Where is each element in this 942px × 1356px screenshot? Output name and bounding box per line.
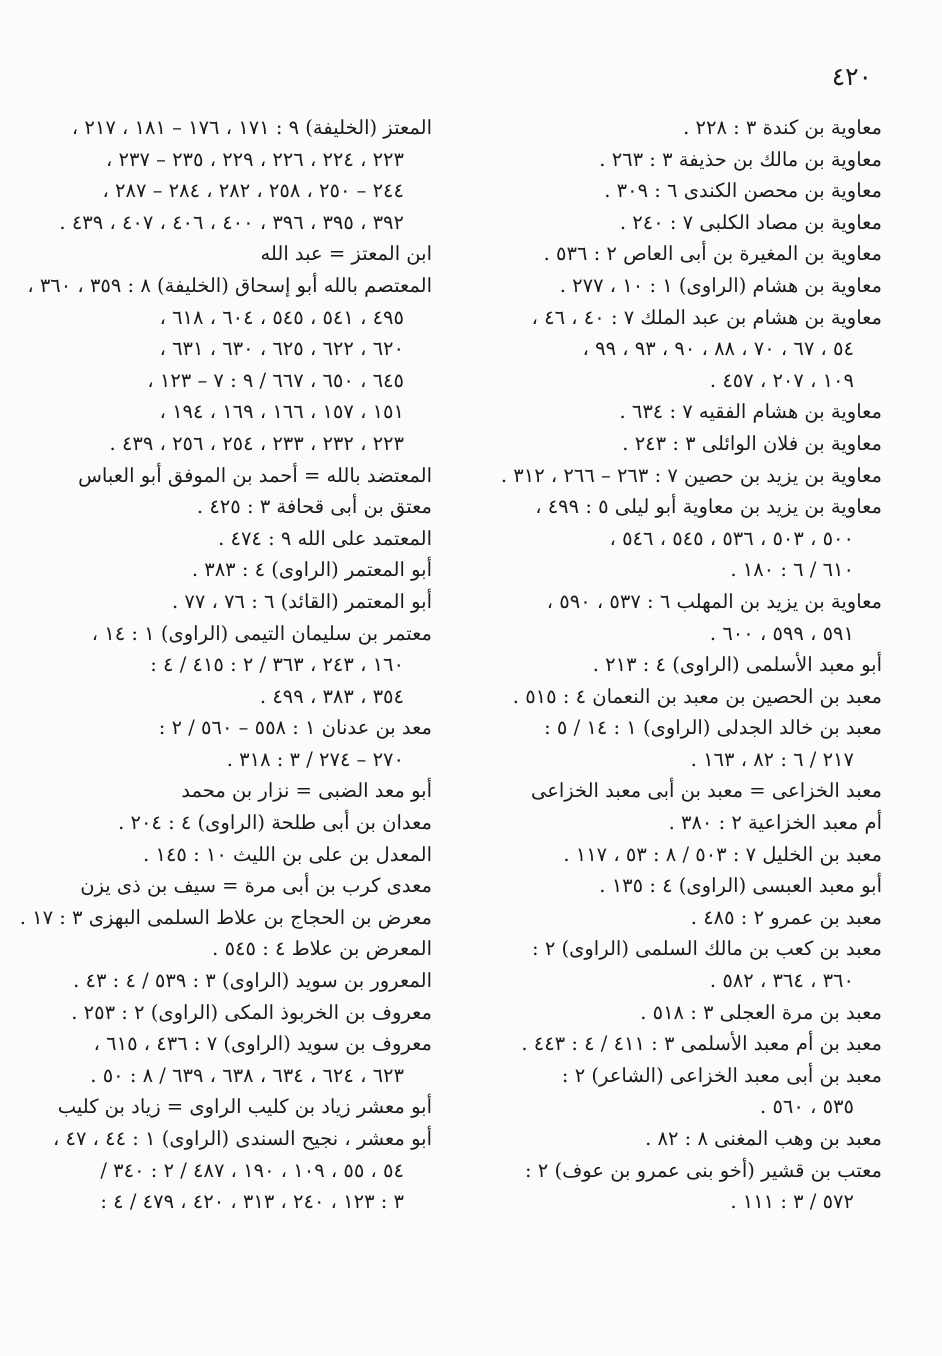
index-entry-continuation: ١٦٠ ، ٢٤٣ ، ٣٦٣ / ٢ : ٤١٥ / ٤ : [150, 653, 404, 677]
index-entry: ابن المعتز = عبد الله [260, 242, 432, 266]
index-entry: معبد بن وهب المغنى ٨ : ٨٢ . [645, 1127, 882, 1150]
index-entry-continuation: ٢١٧ / ٦ : ٨٢ ، ١٦٣ . [690, 747, 854, 771]
index-entry: معاوية بن كندة ٣ : ٢٢٨ . [683, 116, 882, 139]
index-entry: معبد بن خالد الجدلى (الراوى) ١ : ١٤ / ٥ : [544, 716, 882, 740]
index-entry-continuation: ٥٤ ، ٦٧ ، ٧٠ ، ٨٨ ، ٩٠ ، ٩٣ ، ٩٩ ، [582, 337, 854, 361]
index-entry: معدى كرب بن أبى مرة = سيف بن ذى يزن [80, 874, 432, 898]
index-entry: معروف بن سويد (الراوى) ٧ : ٤٣٦ ، ٦١٥ ، [93, 1032, 432, 1056]
index-entry-continuation: ٥٧٢ / ٣ : ١١١ . [730, 1190, 854, 1214]
index-entry: المعتصم بالله أبو إسحاق (الخليفة) ٨ : ٣٥٩ ، ٣٦٠ ، [27, 273, 432, 297]
index-entry: معتمر بن سليمان التيمى (الراوى) ١ : ١٤ ، [91, 621, 432, 645]
index-entry-continuation: ٢٤٤ – ٢٥٠ ، ٢٥٨ ، ٢٨٢ ، ٢٨٤ – ٢٨٧ ، [102, 179, 404, 203]
index-entry-continuation: ٢٢٣ ، ٢٣٢ ، ٢٣٣ ، ٢٥٤ ، ٢٥٦ ، ٤٣٩ . [109, 431, 404, 455]
index-entry: المعرور بن سويد (الراوى) ٣ : ٥٣٩ / ٤ : ٤٣ . [73, 969, 432, 993]
index-entry: أبو معشر ، نجيح السندى (الراوى) ١ : ٤٤ ، ٤٧ ، [52, 1127, 432, 1150]
index-entry-continuation: ٣٦٠ ، ٣٦٤ ، ٥٨٢ . [709, 969, 854, 993]
index-entry: معاوية بن يزيد بن المهلب ٦ : ٥٣٧ ، ٥٩٠ ، [546, 589, 882, 613]
index-entry-continuation: ٦٤٥ ، ٦٥٠ ، ٦٦٧ / ٩ : ٧ – ١٢٣ ، [147, 368, 404, 392]
index-entry: معبد بن مرة العجلى ٣ : ٥١٨ . [640, 1000, 882, 1024]
index-entry: معتق بن أبى قحافة ٣ : ٤٢٥ . [196, 495, 432, 519]
index-entry-continuation: ٦٢٠ ، ٦٢٢ ، ٦٢٥ ، ٦٣٠ ، ٦٣١ ، [159, 337, 404, 361]
index-entry-continuation: ٥٤ ، ٥٥ ، ١٠٩ ، ١٩٠ ، ٤٨٧ / ٢ : ٣٤٠ / [100, 1158, 404, 1182]
index-entry: معبد بن الحصين بن معبد بن النعمان ٤ : ٥١٥ . [512, 684, 882, 708]
index-entry-continuation: ٦١٠ / ٦ : ١٨٠ . [730, 558, 854, 582]
index-entry: معبد الخزاعى = معبد بن أبى معبد الخزاعى [530, 779, 882, 803]
index-entry: المعتضد بالله = أحمد بن الموفق أبو العباس [78, 463, 432, 487]
index-entry: معبد بن أم معبد الأسلمى ٣ : ٤١١ / ٤ : ٤٤٣ . [521, 1032, 882, 1056]
index-entry: معروف بن الخربوذ المكى (الراوى) ٢ : ٢٥٣ . [71, 1000, 432, 1024]
index-entry: معبد بن عمرو ٢ : ٤٨٥ . [690, 905, 882, 929]
index-entry: معبد بن أبى معبد الخزاعى (الشاعر) ٢ : [561, 1063, 882, 1087]
index-entry: معاوية بن هشام الفقيه ٧ : ٦٣٤ . [619, 400, 882, 424]
index-entry: معد بن عدنان ١ : ٥٥٨ – ٥٦٠ / ٢ : [158, 716, 432, 740]
index-entry: معاوية بن هشام (الراوى) ١ : ١٠ ، ٢٧٧ . [559, 273, 882, 297]
index-entry: معبد بن كعب بن مالك السلمى (الراوى) ٢ : [532, 937, 882, 961]
index-entry: معبد بن الخليل ٧ : ٥٠٣ / ٨ : ٥٣ ، ١١٧ . [563, 842, 882, 866]
index-entry: أبو معبد العبسى (الراوى) ٤ : ١٣٥ . [599, 874, 882, 898]
index-entry: معاوية بن مصاد الكلبى ٧ : ٢٤٠ . [619, 210, 882, 234]
index-entry: معاوية بن يزيد بن معاوية أبو ليلى ٥ : ٤٩٩ ، [535, 495, 882, 519]
index-entry: أبو المعتمر (الراوى) ٤ : ٣٨٣ . [191, 558, 432, 582]
index-entry: المعدل بن على بن الليث ١٠ : ١٤٥ . [143, 842, 432, 866]
index-entry: المعتز (الخليفة) ٩ : ١٧١ ، ١٧٦ – ١٨١ ، ٢١٧ ، [71, 116, 432, 139]
index-entry: المعرض بن علاط ٤ : ٥٤٥ . [212, 937, 432, 961]
index-entry: معاوية بن فلان الوائلى ٣ : ٢٤٣ . [622, 431, 882, 455]
index-entry: معاوية بن هشام بن عبد الملك ٧ : ٤٠ ، ٤٦ ، [531, 305, 882, 329]
index-entry-continuation: ٣ : ١٢٣ ، ٢٤٠ ، ٣١٣ ، ٤٢٠ ، ٤٧٩ / ٤ : [100, 1190, 404, 1214]
index-entry: معدان بن أبى طلحة (الراوى) ٤ : ٢٠٤ . [118, 811, 432, 835]
index-entry: أبو معد الضبى = نزار بن محمد [181, 779, 432, 803]
index-column-left [12, 112, 432, 1218]
index-entry-continuation: ٥٠٠ ، ٥٠٣ ، ٥٣٦ ، ٥٤٥ ، ٥٤٦ ، [609, 526, 854, 550]
index-entry-continuation: ٣٩٢ ، ٣٩٥ ، ٣٩٦ ، ٤٠٠ ، ٤٠٦ ، ٤٠٧ ، ٤٣٩ . [59, 210, 404, 234]
index-entry: معاوية بن يزيد بن حصين ٧ : ٢٦٣ – ٢٦٦ ، ٣١٢ . [500, 463, 882, 487]
index-entry: أبو معبد الأسلمى (الراوى) ٤ : ٢١٣ . [592, 653, 882, 677]
index-entry-continuation: ٦٢٣ ، ٦٢٤ ، ٦٣٤ ، ٦٣٨ ، ٦٣٩ / ٨ : ٥٠ . [90, 1063, 404, 1087]
index-entry-continuation: ٢٢٣ ، ٢٢٤ ، ٢٢٦ ، ٢٢٩ ، ٢٣٥ – ٢٣٧ ، [106, 147, 404, 171]
index-entry-continuation: ٤٩٥ ، ٥٤١ ، ٥٤٥ ، ٦٠٤ ، ٦١٨ ، [159, 305, 404, 329]
index-entry-continuation: ١٥١ ، ١٥٧ ، ١٦٦ ، ١٦٩ ، ١٩٤ ، [159, 400, 404, 424]
index-entry-continuation: ٢٧٠ – ٢٧٤ / ٣ : ٣١٨ . [226, 747, 404, 771]
index-entry: معاوية بن مالك بن حذيفة ٣ : ٢٦٣ . [599, 147, 882, 171]
index-entry: معتب بن قشير (أخو بنى عمرو بن عوف) ٢ : [525, 1158, 882, 1182]
index-entry: أبو المعتمر (القائد) ٦ : ٧٦ ، ٧٧ . [172, 589, 432, 613]
index-entry-continuation: ٥٣٥ ، ٥٦٠ . [760, 1095, 854, 1119]
index-entry: معرض بن الحجاج بن علاط السلمى البهزى ٣ : ١٧ . [19, 905, 432, 929]
index-entry: أبو معشر زياد بن كليب الراوى = زياد بن كليب [57, 1095, 432, 1119]
index-entry-continuation: ٥٩١ ، ٥٩٩ ، ٦٠٠ . [709, 621, 854, 645]
index-column-right [462, 112, 882, 1218]
index-entry: أم معبد الخزاعية ٢ : ٣٨٠ . [668, 811, 882, 835]
index-entry-continuation: ٣٥٤ ، ٣٨٣ ، ٤٩٩ . [259, 684, 404, 708]
index-entry-continuation: ١٠٩ ، ٢٠٧ ، ٤٥٧ . [709, 368, 854, 392]
index-entry: المعتمد على الله ٩ : ٤٧٤ . [218, 526, 432, 550]
index-entry: معاوية بن المغيرة بن أبى العاص ٢ : ٥٣٦ . [543, 242, 882, 266]
page-number: ٤٢٠ [831, 62, 872, 91]
index-entry: معاوية بن محصن الكندى ٦ : ٣٠٩ . [604, 179, 882, 203]
